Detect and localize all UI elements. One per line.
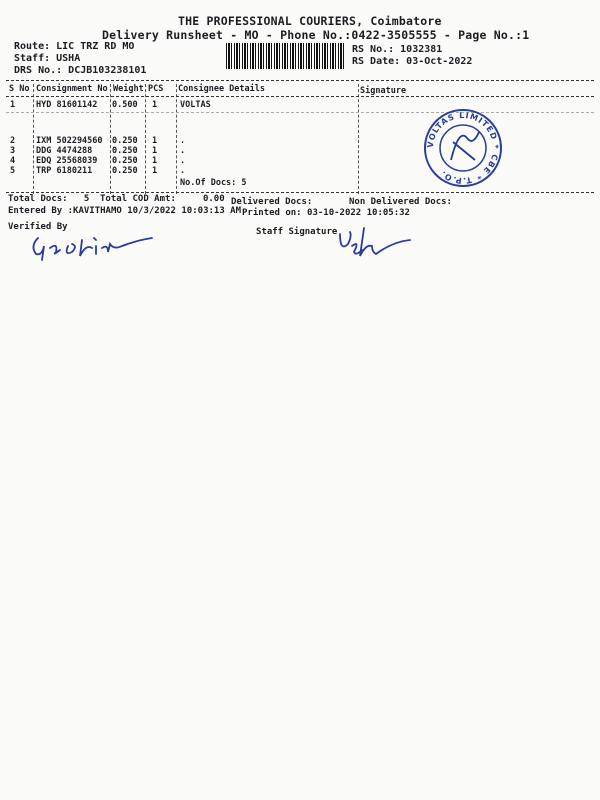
row-weight: 0.500 — [112, 100, 138, 110]
row-weight: 0.250 — [112, 136, 138, 146]
verified-by-label: Verified By — [8, 222, 68, 232]
row-sno: 2 — [10, 136, 16, 146]
row-sno: 1 — [10, 100, 16, 110]
column-header-weight: Weight — [113, 84, 144, 94]
column-divider — [145, 84, 146, 194]
row-sno: 3 — [10, 146, 16, 156]
number-of-docs: No.Of Docs: 5 — [180, 178, 247, 188]
row-pcs: 1 — [152, 166, 158, 176]
row-weight: 0.250 — [112, 146, 138, 156]
table-bottom-rule — [6, 192, 594, 193]
column-divider — [358, 84, 359, 194]
row-sno: 5 — [10, 166, 16, 176]
row-weight: 0.250 — [112, 166, 138, 176]
row-pcs: 1 — [152, 100, 158, 110]
row-weight: 0.250 — [112, 156, 138, 166]
runsheet-subtitle: Delivery Runsheet - MO - Phone No.:0422-3505555 - Page No.:1 — [102, 28, 530, 42]
row-consignee: . — [180, 136, 186, 146]
column-header-pcs: PCS — [148, 84, 164, 94]
row-consignment-no: DDG 4474288 — [36, 146, 93, 156]
column-header-consignee: Consignee Details — [178, 84, 265, 94]
entered-by: Entered By :KAVITHAMO 10/3/2022 10:03:13 AM — [8, 206, 241, 216]
row-consignment-no: TRP 6180211 — [36, 166, 93, 176]
total-docs: Total Docs: 5 — [8, 194, 90, 204]
column-divider — [176, 84, 177, 194]
svg-text:VOLTAS LIMITED * CBE * T.P.O. — [426, 111, 500, 185]
row-rule — [6, 112, 594, 113]
verifier-signature — [28, 226, 168, 266]
rs-date: RS Date: 03-Oct-2022 — [352, 56, 473, 67]
row-consignment-no: HYD 81601142 — [36, 100, 98, 110]
staff-signature-label: Staff Signature — [256, 227, 338, 237]
table-top-rule — [6, 80, 594, 81]
row-pcs: 1 — [152, 146, 158, 156]
row-consignee: . — [180, 146, 186, 156]
row-pcs: 1 — [152, 136, 158, 146]
table-header-rule — [6, 96, 594, 97]
column-divider — [110, 84, 111, 194]
column-header-sno: S No — [9, 84, 30, 94]
staff-signature — [336, 222, 416, 262]
company-title: THE PROFESSIONAL COURIERS, Coimbatore — [178, 14, 442, 28]
row-consignee: . — [180, 166, 186, 176]
route-label: Route: LIC TRZ RD MO — [14, 41, 135, 52]
printed-on: Printed on: 03-10-2022 10:05:32 — [242, 208, 410, 218]
row-consignee: . — [180, 156, 186, 166]
company-stamp — [423, 108, 503, 188]
barcode — [226, 43, 344, 69]
column-header-signature: Signature — [360, 86, 407, 96]
row-sno: 4 — [10, 156, 16, 166]
non-delivered-docs: Non Delivered Docs: — [349, 197, 452, 207]
rs-number: RS No.: 1032381 — [352, 44, 443, 55]
total-cod-amount: Total COD Amt: 0.00 — [100, 194, 225, 204]
row-consignee: VOLTAS — [180, 100, 211, 110]
staff-label: Staff: USHA — [14, 53, 81, 64]
column-header-consignment: Consignment No — [36, 84, 108, 94]
delivered-docs: Delivered Docs: — [231, 197, 313, 207]
row-pcs: 1 — [152, 156, 158, 166]
row-consignment-no: IXM 502294560 — [36, 136, 103, 146]
stamp-text: VOLTAS LIMITED * CBE * T.P.O. — [425, 110, 501, 186]
drs-number: DRS No.: DCJB103238101 — [14, 65, 147, 76]
column-divider — [33, 84, 34, 194]
row-consignment-no: EDQ 25568039 — [36, 156, 98, 166]
